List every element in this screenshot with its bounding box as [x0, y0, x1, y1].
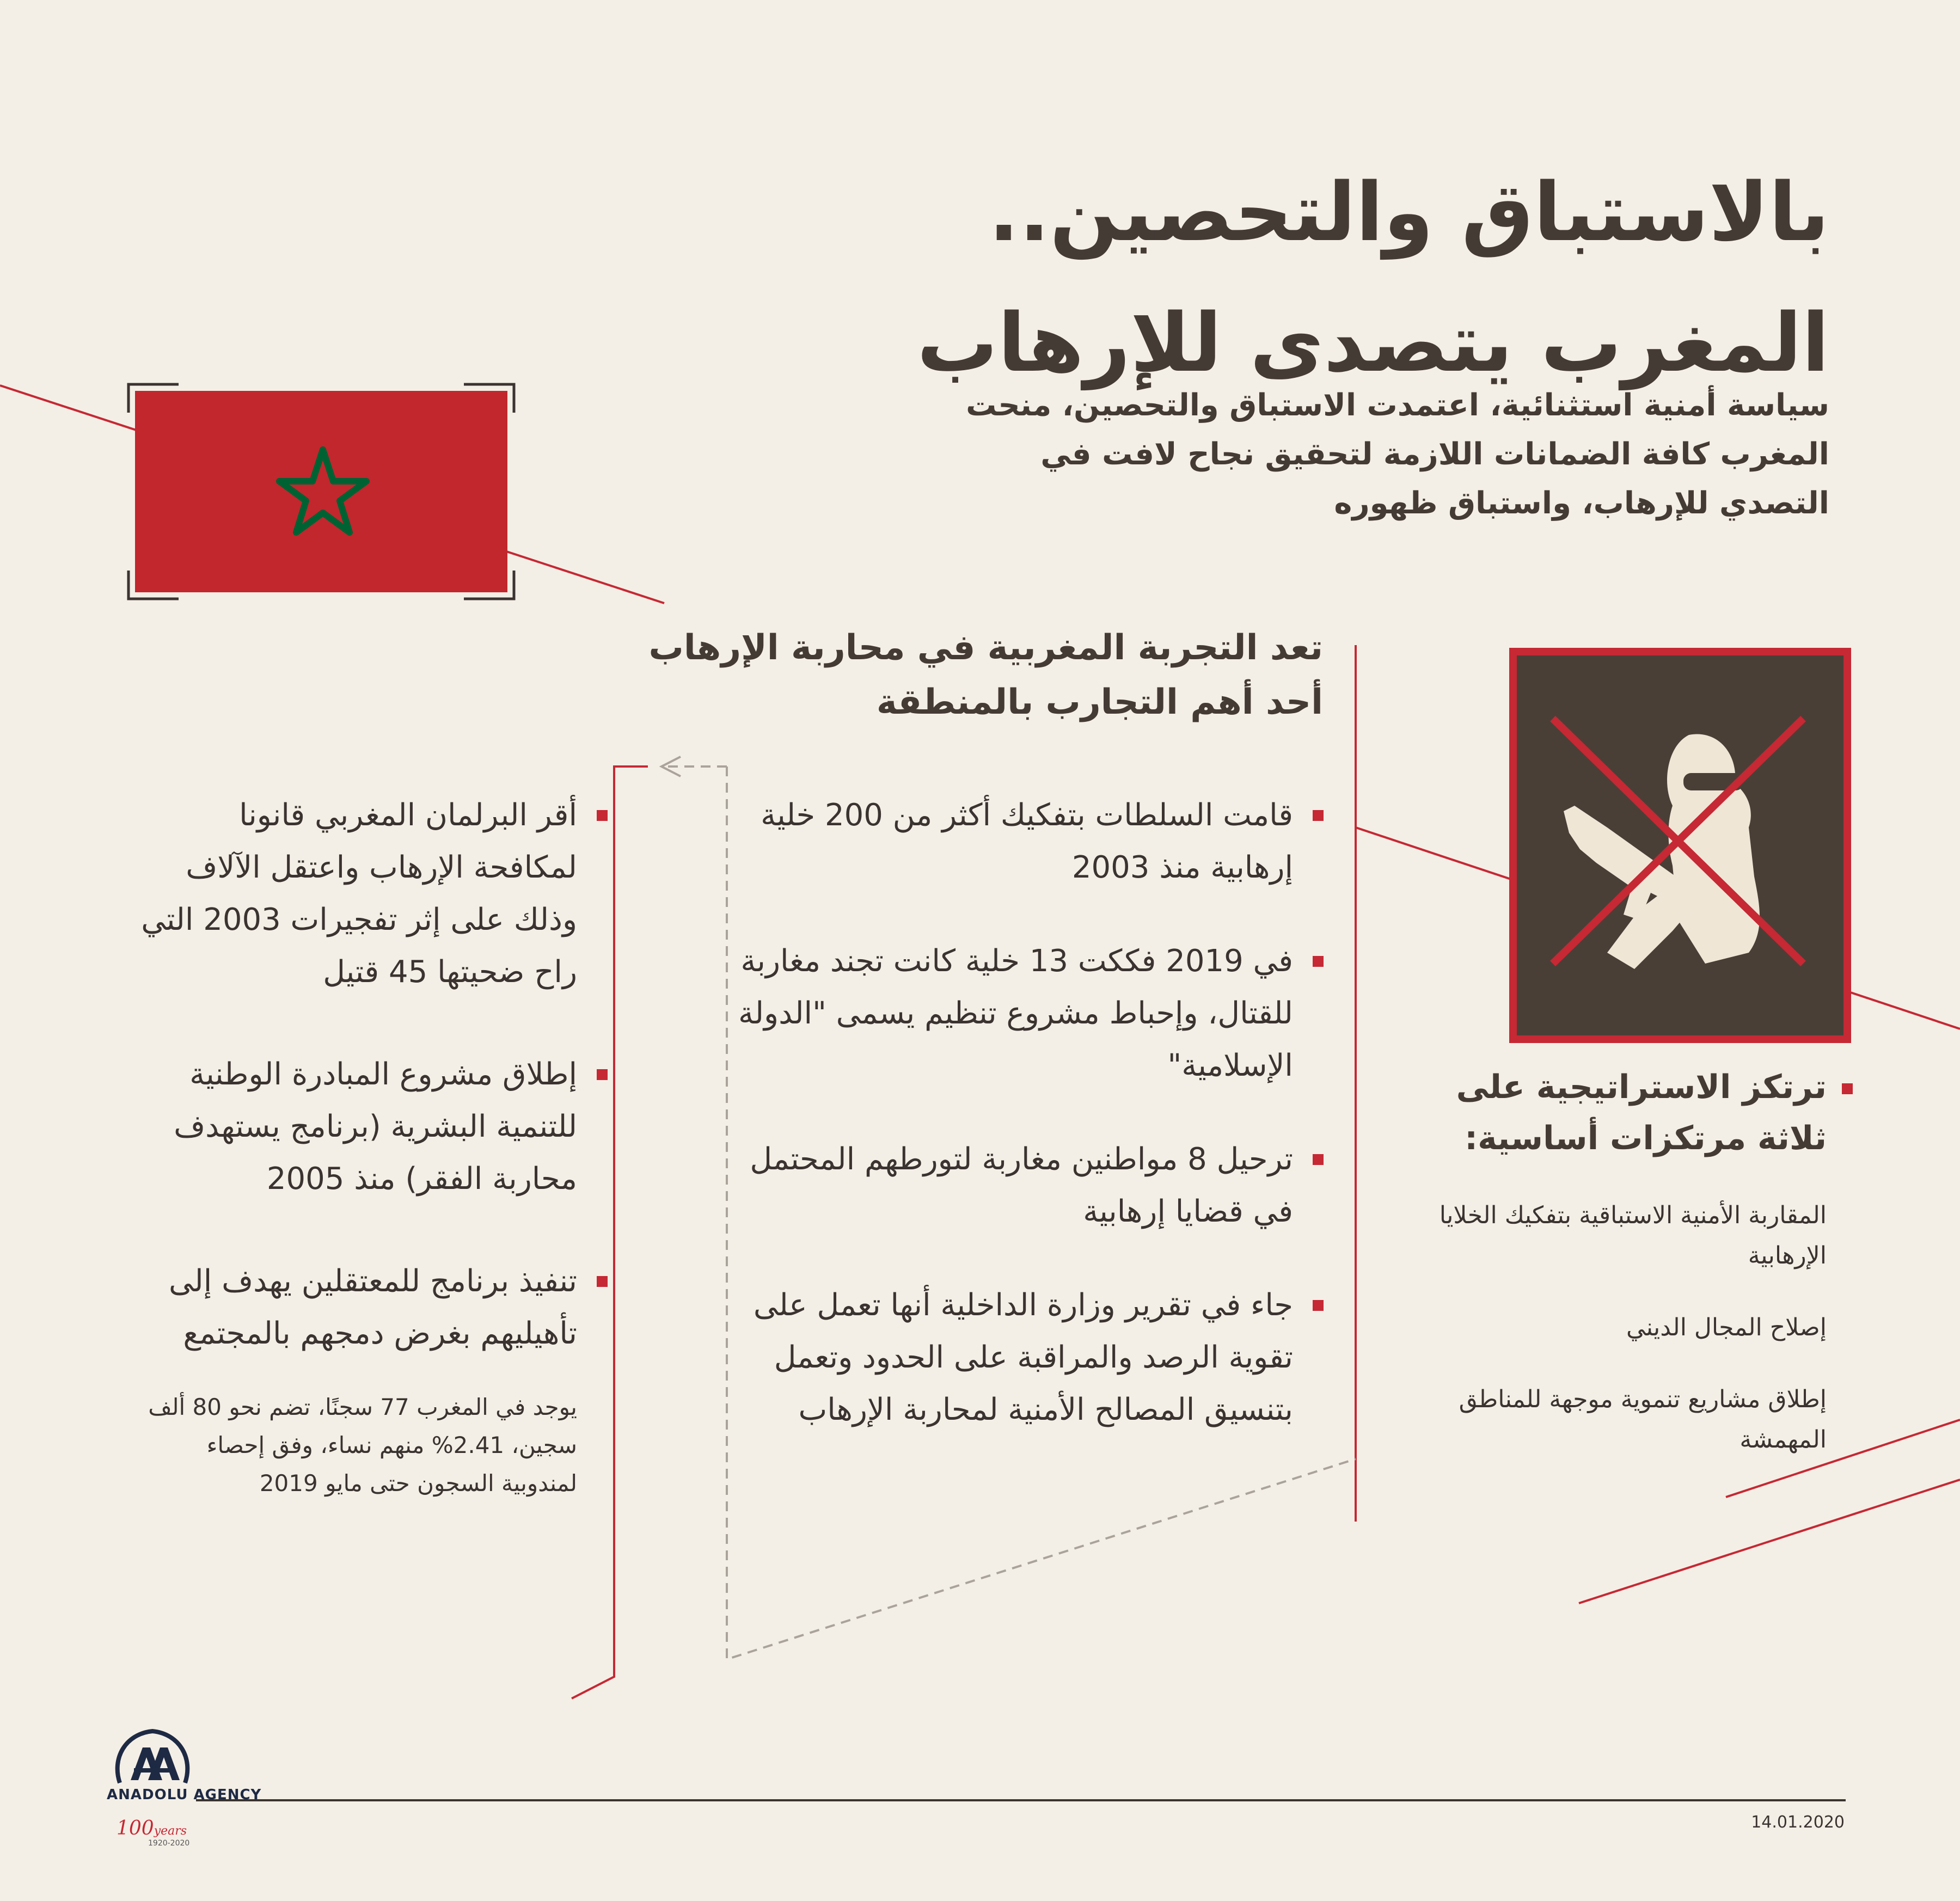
bullet-square-icon [597, 1276, 608, 1287]
list-item: ترحيل 8 مواطنين مغاربة لتورطهم المحتمل في قضايا إرهابية [716, 1133, 1293, 1238]
bullet-square-icon [1842, 1083, 1853, 1094]
prison-stats-note: يوجد في المغرب 77 سجنًا، تضم نحو 80 ألف سجين، 2.41% منهم نساء، وفق إحصاء لمندوبية السجون حتى مايو 2019 [148, 1394, 577, 1497]
publish-date: 14.01.2020 [1751, 1813, 1845, 1832]
bullet-square-icon [597, 810, 608, 821]
list-item: إطلاق مشروع المبادرة الوطنية للتنمية البشرية (برنامج يستهدف محاربة الفقر) منذ 2005 [131, 1048, 577, 1205]
strategy-point: إصلاح المجال الديني [1626, 1314, 1827, 1341]
left-bullet-list [131, 789, 577, 1503]
list-item: تنفيذ برنامج للمعتقلين يهدف إلى تأهيليهم بغرض دمجهم بالمجتمع [131, 1255, 577, 1360]
strategy-point: المقاربة الأمنية الاستباقية بتفكيك الخلايا الإرهابية [1439, 1201, 1827, 1270]
section-heading: تعد التجربة المغربية في محاربة الإرهاب أحد أهم التجارب بالمنطقة [648, 628, 1323, 722]
list-item: أقر البرلمان المغربي قانونا لمكافحة الإرهاب واعتقل الآلاف وذلك على إثر تفجيرات 2003 التي راح ضحيتها 45 قتيل [131, 789, 577, 998]
title-line-2: المغرب يتصدى للإرهاب [917, 296, 1829, 390]
agency-name: ANADOLU AGENCY [107, 1787, 262, 1803]
crossed-terrorist-icon [1509, 648, 1851, 1043]
title-line-1: بالاستباق والتحصين.. [988, 165, 1829, 259]
anadolu-logo-icon [109, 1726, 196, 1786]
bullet-square-icon [1313, 956, 1324, 967]
centenary-badge: 100years [117, 1817, 187, 1839]
page-title [740, 147, 1829, 408]
bullet-square-icon [597, 1069, 608, 1080]
list-item: جاء في تقرير وزارة الداخلية أنها تعمل على تقوية الرصد والمراقبة على الحدود وتعمل بتنسيق المصالح الأمنية لمحاربة الإرهاب [716, 1279, 1293, 1436]
strategy-heading: ترتكز الاستراتيجية على ثلاثة مرتكزات أساسية: [1402, 1062, 1827, 1164]
middle-bullet-list [716, 789, 1293, 1486]
centenary-range: 1920-2020 [148, 1839, 190, 1848]
morocco-flag-icon [124, 380, 518, 603]
list-item: في 2019 فككت 13 خلية كانت تجند مغاربة للقتال، وإحباط مشروع تنظيم يسمى "الدولة الإسلامية" [716, 935, 1293, 1092]
strategy-block [1402, 1062, 1827, 1460]
bullet-square-icon [1313, 1154, 1324, 1165]
bullet-square-icon [1313, 1300, 1324, 1311]
bullet-square-icon [1313, 810, 1324, 821]
strategy-point: إطلاق مشاريع تنموية موجهة للمناطق المهمشة [1459, 1385, 1827, 1454]
list-item: قامت السلطات بتفكيك أكثر من 200 خلية إرهابية منذ 2003 [716, 789, 1293, 894]
footer-divider [196, 1799, 1846, 1801]
intro-text: سياسة أمنية استثنائية، اعتمدت الاستباق والتحصين، منحت المغرب كافة الضمانات اللازمة لتحقيق نجاح لافت في التصدي للإرهاب، واستباق ظهوره [966, 388, 1829, 521]
